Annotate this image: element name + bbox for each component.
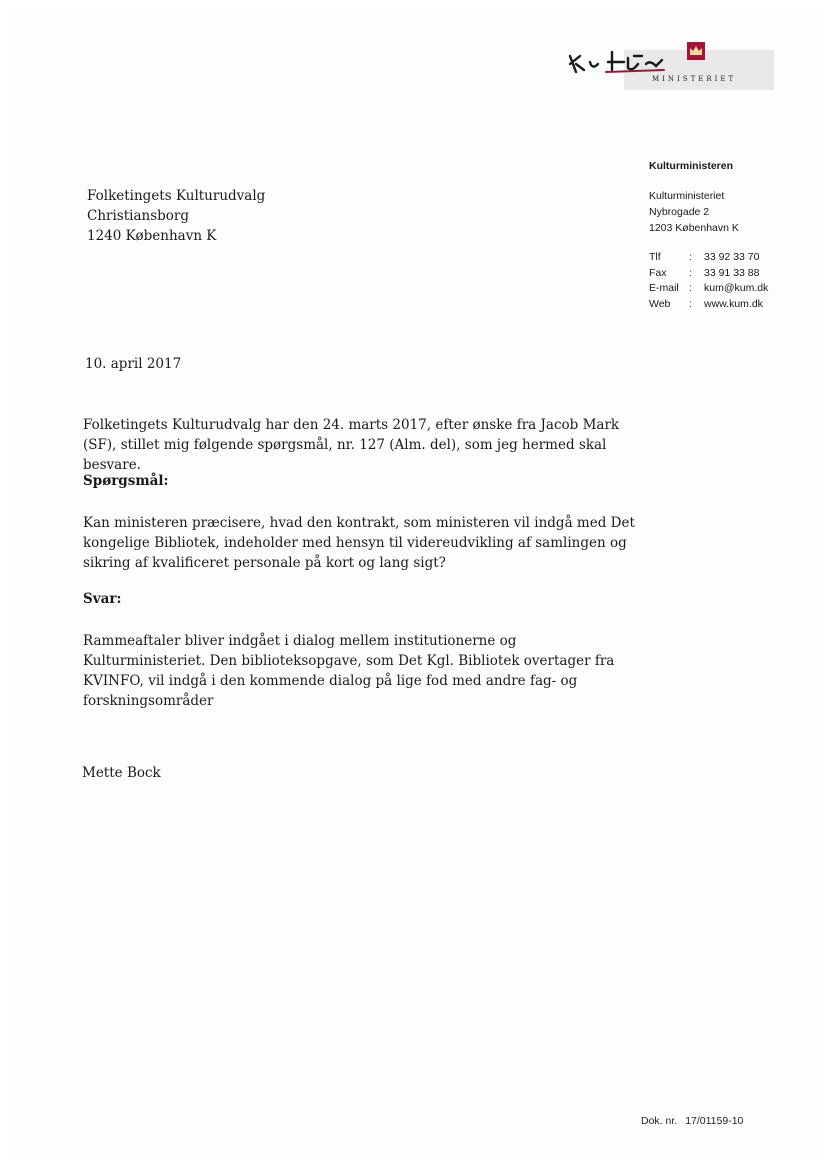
contact-row (649, 281, 768, 297)
crown-icon (687, 42, 705, 60)
contact-row (649, 297, 768, 313)
contact-label: E-mail (649, 282, 679, 294)
ministry-logo (566, 38, 774, 92)
answer-paragraph: Rammeaftaler bliver indgået i dialog mellem institutionerne og Kulturministeriet. Den biblioteksopgave, som Det Kgl. Bibliotek overtager fra KVINFO, vil indgå i den kommende dialog på lige fod med andre fag- og forskningsområder (83, 633, 615, 709)
sender-address (649, 188, 768, 236)
contact-separator: : (689, 251, 692, 263)
recipient-address (87, 186, 265, 246)
sender-address-line: Kulturministeriet (649, 190, 725, 202)
contact-value: 33 91 33 88 (704, 266, 760, 279)
document-number-value: 17/01159-10 (685, 1115, 744, 1127)
contact-table (649, 250, 768, 312)
contact-label: Web (649, 297, 671, 310)
contact-label: Tlf (649, 251, 661, 263)
contact-separator: : (689, 282, 692, 294)
answer-heading: Svar: (83, 591, 122, 607)
kultur-script-logo (566, 42, 706, 78)
sender-title: Kulturministeren (649, 160, 734, 172)
document-number (641, 1115, 743, 1127)
letter-date: 10. april 2017 (85, 356, 182, 372)
recipient-line: 1240 København K (87, 228, 217, 244)
document-number-label: Dok. nr. (641, 1115, 678, 1127)
sender-address-line: Nybrogade 2 (649, 206, 710, 218)
recipient-line: Christiansborg (87, 208, 190, 224)
contact-separator: : (689, 297, 692, 310)
sender-block (649, 158, 768, 312)
recipient-line: Folketingets Kulturudvalg (87, 188, 266, 204)
question-heading: Spørgsmål: (83, 473, 169, 489)
signature: Mette Bock (82, 765, 161, 781)
contact-row (649, 250, 768, 266)
contact-row (649, 266, 768, 282)
contact-value: kum@kum.dk (704, 282, 769, 294)
question-paragraph: Kan ministeren præcisere, hvad den kontrakt, som ministeren vil indgå med Det kongelige Bibliotek, indeholder med hensyn til videreudvikling af samlingen og sikring af kvalificeret personale på kort og lang sigt? (83, 515, 635, 571)
intro-paragraph: Folketingets Kulturudvalg har den 24. marts 2017, efter ønske fra Jacob Mark (SF), stillet mig følgende spørgsmål, nr. 127 (Alm. del), som jeg hermed skal besvare. (83, 417, 620, 473)
contact-value: 33 92 33 70 (704, 251, 760, 263)
contact-label: Fax (649, 266, 667, 279)
contact-value: www.kum.dk (704, 297, 763, 310)
contact-separator: : (689, 266, 692, 279)
logo-subtitle: MINISTERIET (652, 75, 737, 83)
sender-address-line: 1203 København K (649, 222, 739, 234)
